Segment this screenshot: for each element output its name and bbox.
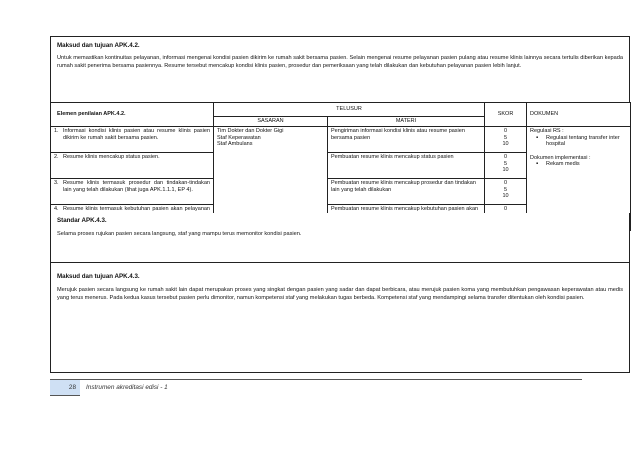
maksud-tujuan-block xyxy=(51,263,629,302)
skor-value: 5 xyxy=(503,134,508,141)
materi-cell: Pengiriman informasi kondisi klinis atau resume pasien bersama pasien xyxy=(328,127,485,153)
elemen-number: 3. xyxy=(54,180,59,186)
elemen-number: 4. xyxy=(54,206,59,212)
standar-title: Standar APK.4.3. xyxy=(57,217,107,224)
regulasi-label: Regulasi RS : xyxy=(530,128,564,134)
implementasi-label: Dokumen implementasi : xyxy=(530,154,591,161)
section-title: Maksud dan tujuan APK.4.2. xyxy=(57,42,140,49)
list-item xyxy=(530,135,627,148)
elemen-cell xyxy=(51,179,214,205)
skor-value: 5 xyxy=(503,186,508,193)
skor-value: 0 xyxy=(503,206,508,212)
skor-value: 0 xyxy=(503,154,508,160)
list-item xyxy=(530,161,627,168)
materi-cell: Pembuatan resume klinis mencakup status pasien xyxy=(328,153,485,179)
skor-value: 0 xyxy=(503,128,508,134)
elemen-text: Resume klinis termasuk kebutuhan pasien akan pelayanan xyxy=(63,206,210,212)
regulasi-item: Regulasi tentang transfer inter hospital xyxy=(546,134,620,148)
standar-block xyxy=(51,213,629,263)
header-dokumen: DOKUMEN xyxy=(527,103,631,127)
footer-divider xyxy=(50,379,582,380)
skor-cell xyxy=(485,179,527,205)
maksud-text: Merujuk pasien secara langsung ke rumah sakit lain dapat merupakan proses yang singkat dengan pasien yang sadar dan dapat berbicara, atau merujuk pasien koma yang membutuhkan pengawasan keperawatan atau medis yang terus menerus. Pada kedua kasus tersebut pasien perlu dimonitor, namun kompetensi staf yang melakukan tugas berbeda. Kompetensi staf yang mendampingi selama transfer ditentukan oleh kondisi pasien. xyxy=(57,287,623,301)
skor-value: 10 xyxy=(502,141,509,148)
bullet-icon: ▪ xyxy=(536,161,539,168)
section-paragraph: Untuk memastikan kontinuitas pelayanan, informasi mengenai kondisi pasien dikirim ke rumah sakit bersama pasien. Selain mengenai resume pelayanan pasien pulang atau resume klinis lainnya secara tertulis diberikan kepada rumah sakit penerima bersama pasiennya. Resume tersebut mencakup kondisi klinis pasien, prosedur dan pemeriksaan yang telah dilakukan dan kebutuhan pelayanan pasien lebih lanjut. xyxy=(57,55,623,69)
sasaran-line: Staf Ambulans xyxy=(217,141,253,148)
materi-cell: Pembuatan resume klinis mencakup kebutuhan pasien akan xyxy=(328,205,485,231)
header-sasaran: SASARAN xyxy=(214,117,328,127)
skor-cell xyxy=(485,127,527,153)
header-elemen: Elemen penilaian APK.4.2. xyxy=(51,103,214,127)
elemen-cell xyxy=(51,153,214,179)
header-telusur: TELUSUR xyxy=(214,103,485,117)
skor-value: 5 xyxy=(503,160,508,167)
implementasi-item: Rekam medis xyxy=(546,161,580,168)
table-row xyxy=(51,127,631,153)
footer-title: Instrumen akreditasi edisi - 1 xyxy=(86,384,168,391)
elemen-text: Informasi kondisi klinis pasien atau resume klinis pasien dikirim ke rumah sakit bersama pasien. xyxy=(63,128,210,141)
materi-cell: Pembuatan resume klinis mencakup prosedur dan tindakan lain yang telah dilakukan xyxy=(328,179,485,205)
elemen-text: Resume klinis termasuk prosedur dan tindakan-tindakan lain yang telah dilakukan (lihat juga APK.1.1.1, EP 4). xyxy=(63,180,210,193)
maksud-tujuan-section xyxy=(50,36,630,102)
bullet-icon: ▪ xyxy=(536,134,539,141)
header-skor: SKOR xyxy=(485,103,527,127)
page-number: 28 xyxy=(50,380,80,396)
sasaran-line: Tim Dokter dan Dokter Gigi xyxy=(217,128,284,134)
skor-value: 0 xyxy=(503,180,508,186)
maksud-title: Maksud dan tujuan APK.4.3. xyxy=(57,273,140,280)
header-materi: MATERI xyxy=(328,117,485,127)
standar-text: Selama proses rujukan pasien secara langsung, staf yang mampu terus memonitor kondisi pasien. xyxy=(57,231,302,237)
sasaran-line: Staf Keperawatan xyxy=(217,134,261,141)
skor-value: 10 xyxy=(502,193,509,200)
elemen-penilaian-table xyxy=(50,102,631,231)
standar-section xyxy=(50,213,630,373)
elemen-text: Resume klinis mencakup status pasien. xyxy=(63,154,160,160)
elemen-cell xyxy=(51,127,214,153)
skor-cell xyxy=(485,153,527,179)
elemen-number: 1. xyxy=(54,128,59,134)
skor-value: 10 xyxy=(502,167,509,174)
elemen-number: 2. xyxy=(54,154,59,160)
